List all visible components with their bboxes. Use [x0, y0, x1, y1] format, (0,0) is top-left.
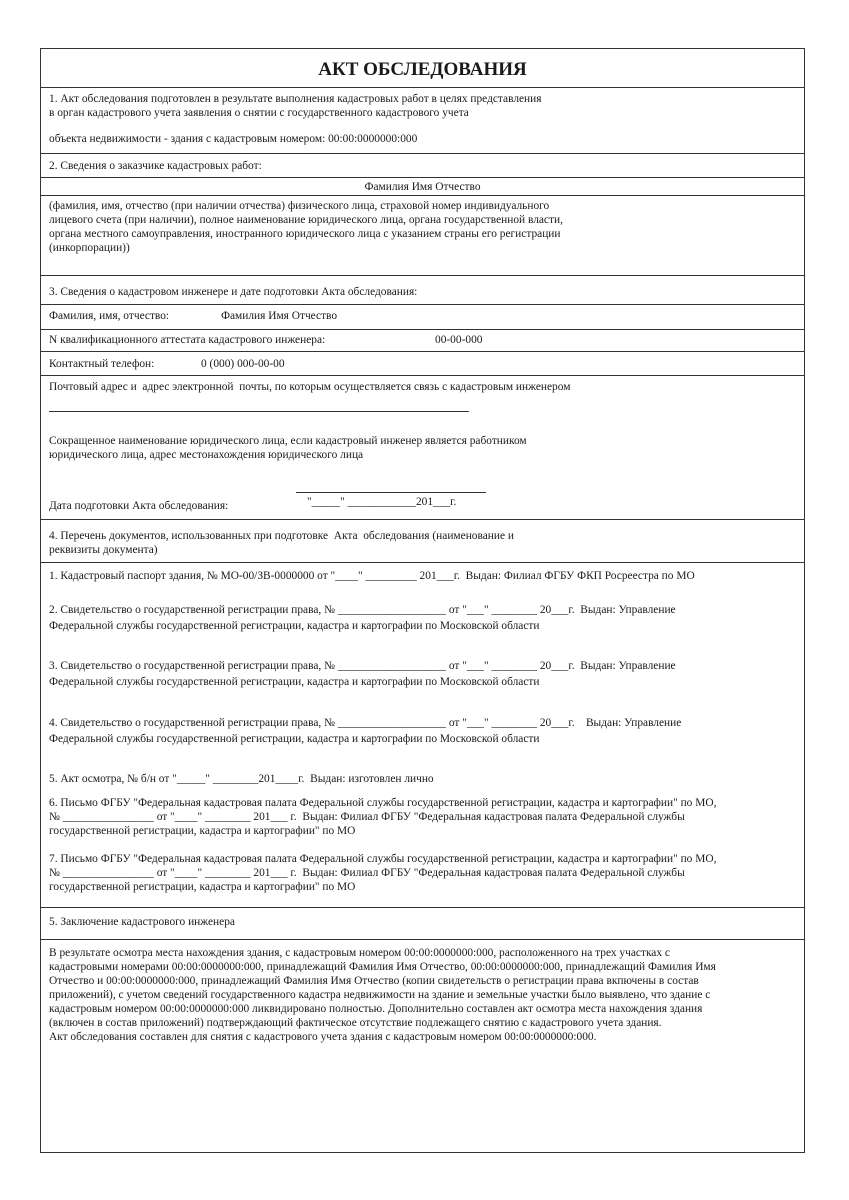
- conclusion-line: приложений), с учетом сведений государственного кадастра недвижимости на здание и земельные участки было выявлено, что здание с: [49, 989, 711, 1001]
- divider: [41, 375, 804, 376]
- address-label: Почтовый адрес и адрес электронной почты, по которым осуществляется связь с кадастровым инженером: [49, 381, 571, 393]
- s2-note-line: лицевого счета (при наличии), полное наименование юридического лица, органа государственной власти,: [49, 214, 563, 226]
- conclusion-line: кадастровым номером 00:00:0000000:000 ликвидировано полностью. Дополнительно составлен акт осмотра места нахождения здания: [49, 1003, 703, 1015]
- divider: [41, 562, 804, 563]
- document-item: 4. Свидетельство о государственной регистрации права, № ___________________ от "___" ________ 20___г. Выдан: Управление: [49, 717, 682, 729]
- document-item: Федеральной службы государственной регистрации, кадастра и картографии по Московской области: [49, 620, 540, 632]
- document-item: № ________________ от "____" ________ 201___ г. Выдан: Филиал ФГБУ "Федеральная кадастровая палата Федеральной службы: [49, 811, 685, 823]
- document-item: 1. Кадастровый паспорт здания, № МО-00/ЗВ-0000000 от "____" _________ 201___г. Выдан: Филиал ФГБУ ФКП Росреестра по МО: [49, 570, 695, 582]
- document-title: АКТ ОБСЛЕДОВАНИЯ: [318, 59, 527, 80]
- org-underline: [296, 492, 486, 493]
- s2-note-line: (инкорпорации)): [49, 242, 130, 254]
- document-item: 7. Письмо ФГБУ "Федеральная кадастровая палата Федеральной службы государственной регистрации, кадастра и картографии" по МО,: [49, 853, 717, 865]
- document-item: Федеральной службы государственной регистрации, кадастра и картографии по Московской области: [49, 676, 540, 688]
- divider: [41, 304, 804, 305]
- date-label: Дата подготовки Акта обследования:: [49, 500, 229, 512]
- date-value: "_____" ____________201___г.: [307, 496, 457, 508]
- certificate-label: N квалификационного аттестата кадастрового инженера:: [49, 334, 326, 346]
- document-item: государственной регистрации, кадастра и картографии" по МО: [49, 881, 356, 893]
- divider: [41, 195, 804, 196]
- conclusion-line: В результате осмотра места нахождения здания, с кадастровым номером 00:00:0000000:000, расположенного на трех участках с: [49, 947, 670, 959]
- conclusion-line: кадастровыми номерами 00:00:0000000:000, принадлежащий Фамилия Имя Отчество, 00:00:0000000:000, принадлежащий Фамилия Имя: [49, 961, 716, 973]
- s3-heading: 3. Сведения о кадастровом инженере и дате подготовки Акта обследования:: [49, 286, 418, 298]
- document-item: 5. Акт осмотра, № б/н от "_____" ________201____г. Выдан: изготовлен лично: [49, 773, 434, 785]
- divider: [41, 519, 804, 520]
- divider: [41, 907, 804, 908]
- conclusion-line: Отчество и 00:00:0000000:000, принадлежащий Фамилия Имя Отчество (копии свидетельств о регистрации права вкпючены в состав: [49, 975, 699, 987]
- s1-line: в орган кадастрового учета заявления о снятии с государственного кадастрового учета: [49, 107, 469, 119]
- s4-heading: реквизиты документа): [49, 544, 158, 556]
- engineer-fio-label: Фамилия, имя, отчество:: [49, 310, 170, 322]
- document-item: государственной регистрации, кадастра и картографии" по МО: [49, 825, 356, 837]
- divider: [41, 177, 804, 178]
- conclusion-line: Акт обследования составлен для снятия с кадастрового учета здания с кадастровым номером 00:00:0000000:000.: [49, 1031, 597, 1043]
- divider: [41, 329, 804, 330]
- divider: [41, 275, 804, 276]
- divider: [41, 87, 804, 88]
- s2-heading: 2. Сведения о заказчике кадастровых работ:: [49, 160, 262, 172]
- document-item: 2. Свидетельство о государственной регистрации права, № ___________________ от "___" ________ 20___г. Выдан: Управление: [49, 604, 676, 616]
- s1-line: 1. Акт обследования подготовлен в результате выполнения кадастровых работ в целях представления: [49, 93, 542, 105]
- document-item: № ________________ от "____" ________ 201___ г. Выдан: Филиал ФГБУ "Федеральная кадастровая палата Федеральной службы: [49, 867, 685, 879]
- divider: [41, 153, 804, 154]
- org-label-line: юридического лица, адрес местонахождения юридического лица: [49, 449, 364, 461]
- address-underline: [49, 411, 469, 412]
- s4-heading: 4. Перечень документов, использованных при подготовке Акта обследования (наименование и: [49, 530, 514, 542]
- s2-note-line: (фамилия, имя, отчество (при наличии отчества) физического лица, страховой номер индивидуального: [49, 200, 550, 212]
- org-label-line: Сокращенное наименование юридического лица, если кадастровый инженер является работником: [49, 435, 527, 447]
- phone-value: 0 (000) 000-00-00: [201, 358, 285, 370]
- s2-note-line: органа местного самоуправления, иностранного юридического лица с указанием страны его регистрации: [49, 228, 561, 240]
- conclusion-line: (включен в состав приложений) подтверждающий фактическое отсутствие подлежащего снятию с кадастрового учета здания.: [49, 1017, 662, 1029]
- document-item: Федеральной службы государственной регистрации, кадастра и картографии по Московской области: [49, 733, 540, 745]
- s1-cadastral-number: объекта недвижимости - здания с кадастровым номером: 00:00:0000000:000: [49, 133, 418, 145]
- certificate-value: 00-00-000: [435, 334, 483, 346]
- phone-label: Контактный телефон:: [49, 358, 155, 370]
- s5-heading: 5. Заключение кадастрового инженера: [49, 916, 235, 928]
- engineer-fio-value: Фамилия Имя Отчество: [221, 310, 338, 322]
- divider: [41, 939, 804, 940]
- act-document: [40, 48, 805, 1153]
- document-item: 3. Свидетельство о государственной регистрации права, № ___________________ от "___" ________ 20___г. Выдан: Управление: [49, 660, 676, 672]
- divider: [41, 351, 804, 352]
- document-item: 6. Письмо ФГБУ "Федеральная кадастровая палата Федеральной службы государственной регистрации, кадастра и картографии" по МО,: [49, 797, 717, 809]
- customer-name: Фамилия Имя Отчество: [364, 181, 481, 193]
